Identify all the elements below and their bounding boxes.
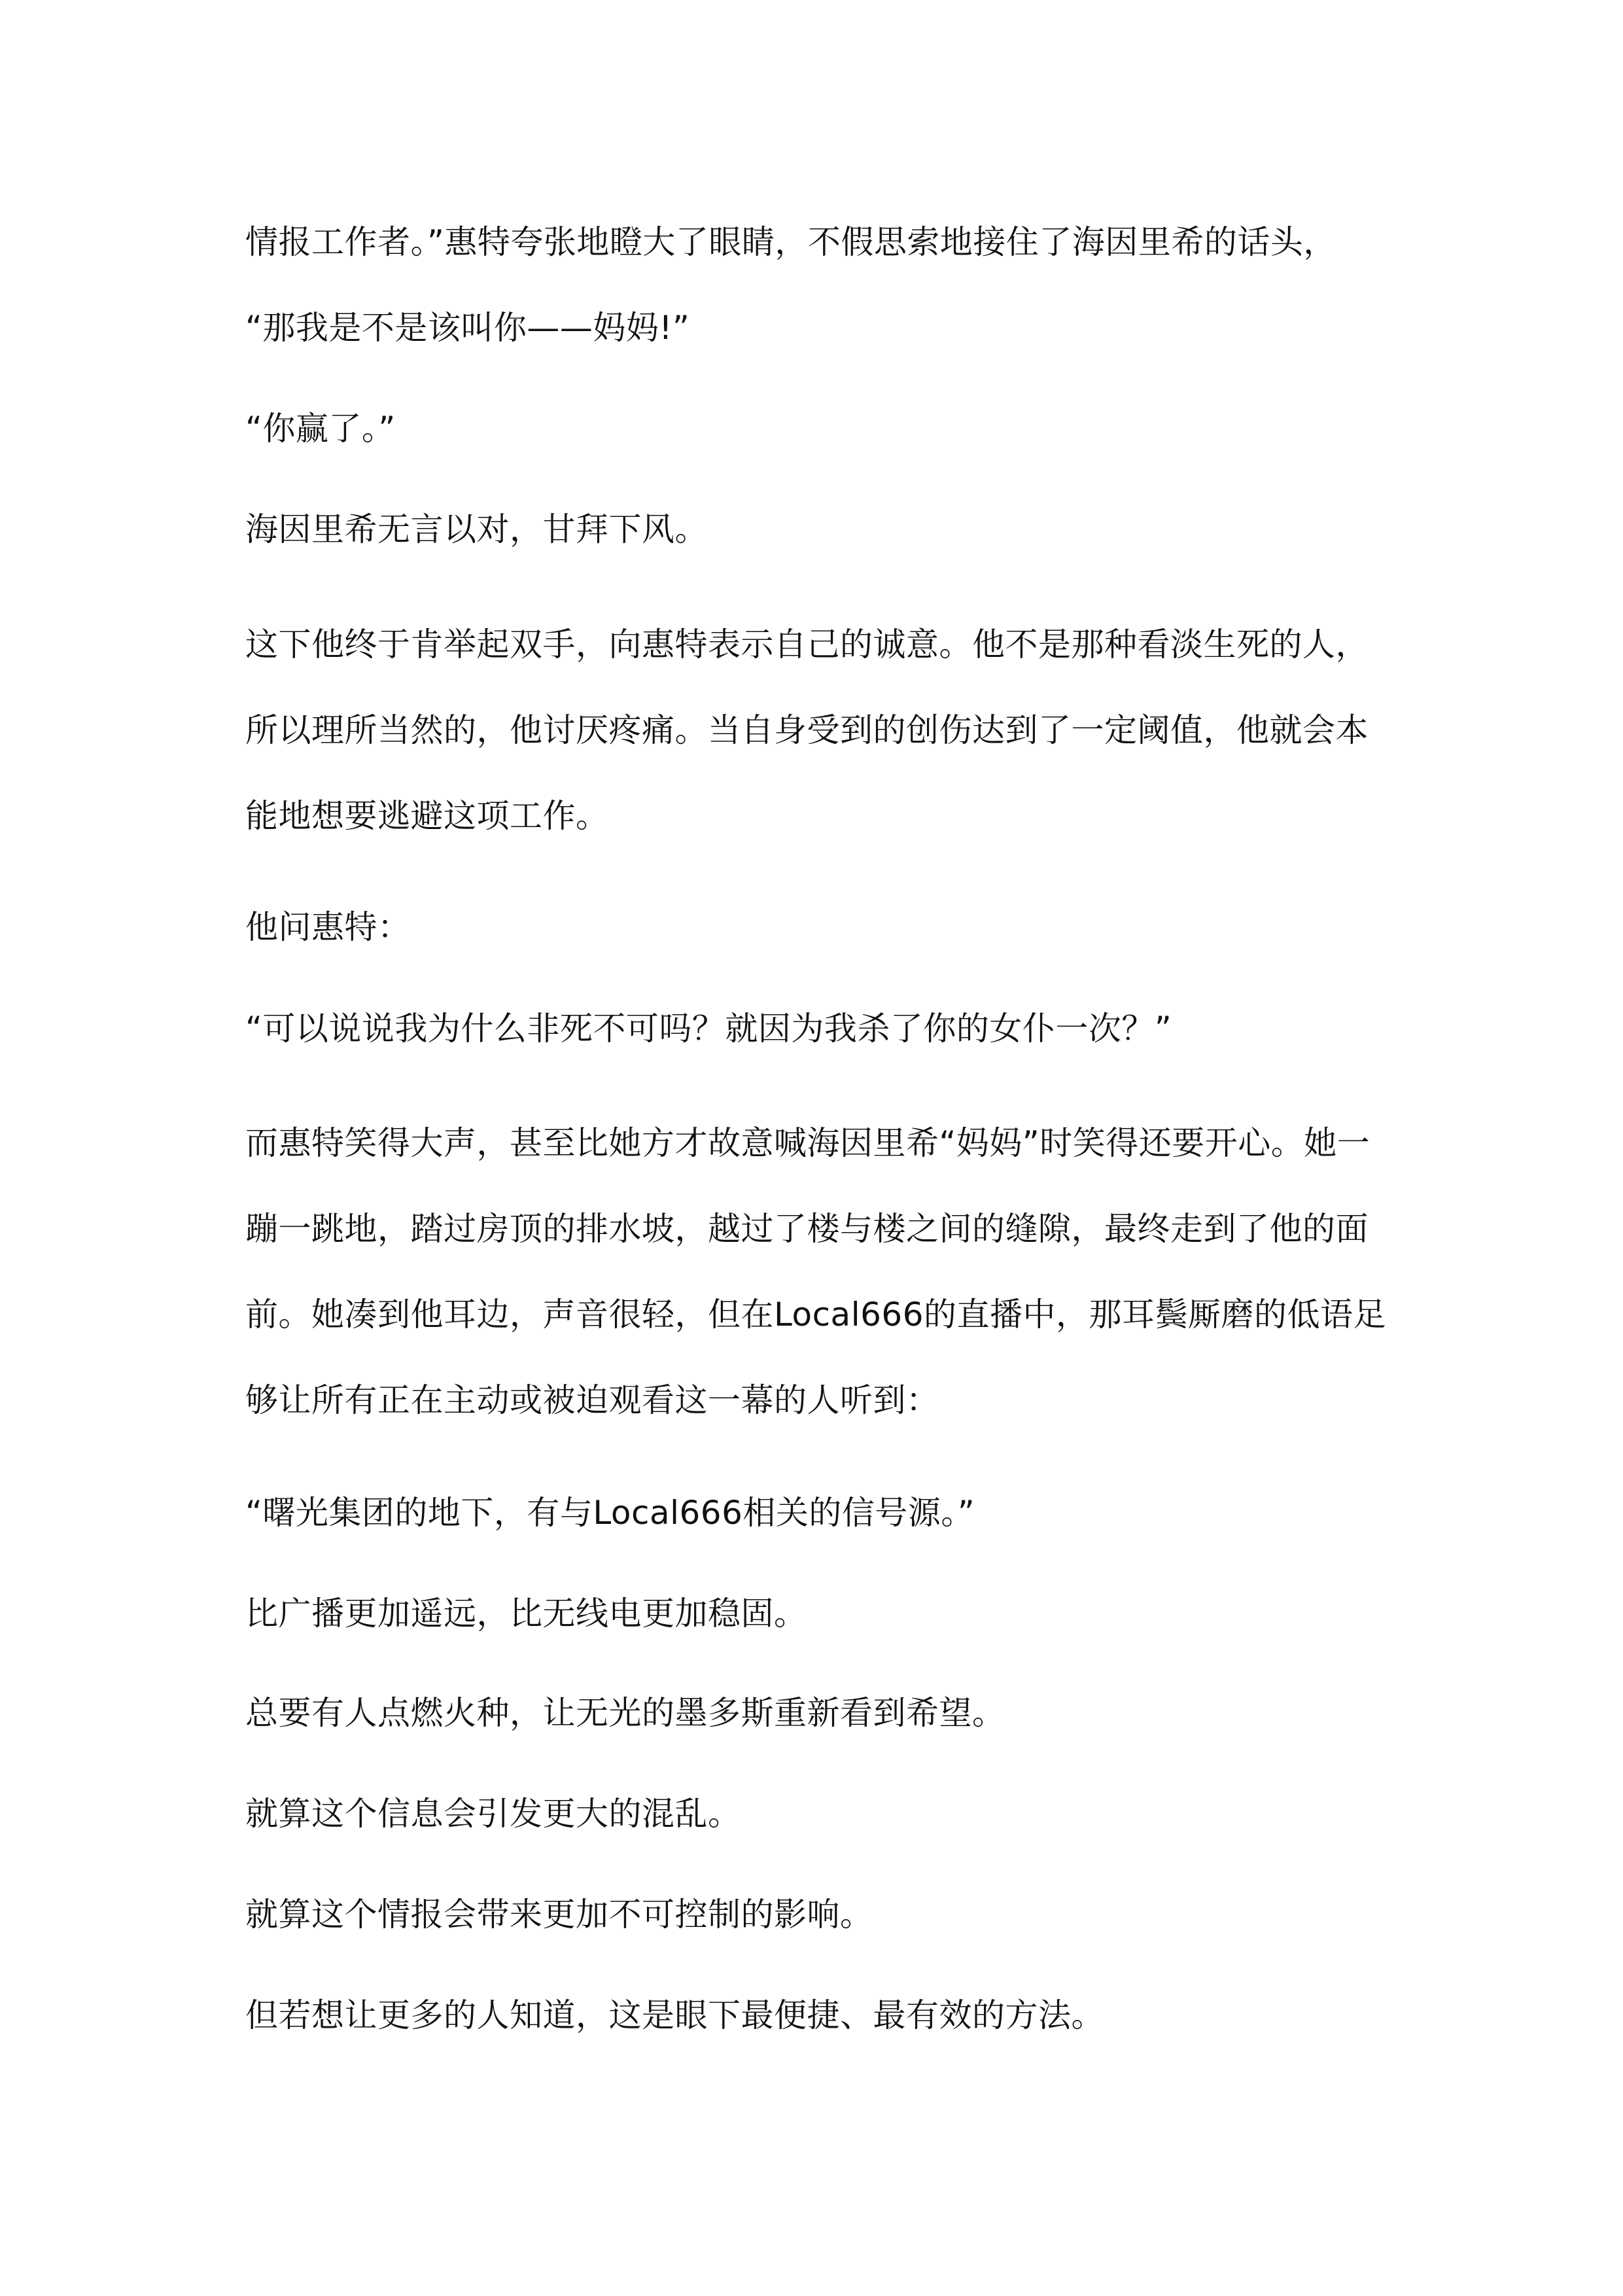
paragraph: 海因里希无言以对，甘拜下风。 [245,510,708,548]
paragraph: “那我是不是该叫你——妈妈!” [245,309,690,347]
paragraph: 这下他终于肯举起双手，向惠特表示自己的诚意。他不是那种看淡生死的人，所以理所当然的，他讨厌疼痛。当自身受到的创伤达到了一定阈值，他就会本能地想要逃避这项工作。 [245,626,1369,835]
paragraph: 比广播更加遥远，比无线电更加稳固。 [245,1595,807,1633]
paragraph: 但若想让更多的人知道，这是眼下最便捷、最有效的方法。 [245,1996,1104,2034]
paragraph: “可以说说我为什么非死不可吗？就因为我杀了你的女仆一次？” [245,1010,1172,1048]
paragraph: 他问惠特： [245,908,411,946]
paragraph: “曙光集团的地下，有与Local666相关的信号源。” [245,1494,975,1532]
paragraph: 情报工作者。”惠特夸张地瞪大了眼睛，不假思索地接住了海因里希的话头， [245,223,1336,261]
paragraph: 总要有人点燃火种，让无光的墨多斯重新看到希望。 [245,1694,1005,1732]
paragraph: “你赢了。” [245,410,396,448]
paragraph: 就算这个情报会带来更加不可控制的影响。 [245,1896,873,1934]
paragraph: 而惠特笑得大声，甚至比她方才故意喊海因里希“妈妈”时笑得还要开心。她一蹦一跳地，踏过房顶的排水坡，越过了楼与楼之间的缝隙，最终走到了他的面前。她凑到他耳边，声音很轻，但在Local666的直播中，那耳鬓厮磨的低语足够让所有正在主动或被迫观看这一幕的人听到： [245,1124,1387,1419]
paragraph: 就算这个信息会引发更大的混乱。 [245,1795,741,1833]
